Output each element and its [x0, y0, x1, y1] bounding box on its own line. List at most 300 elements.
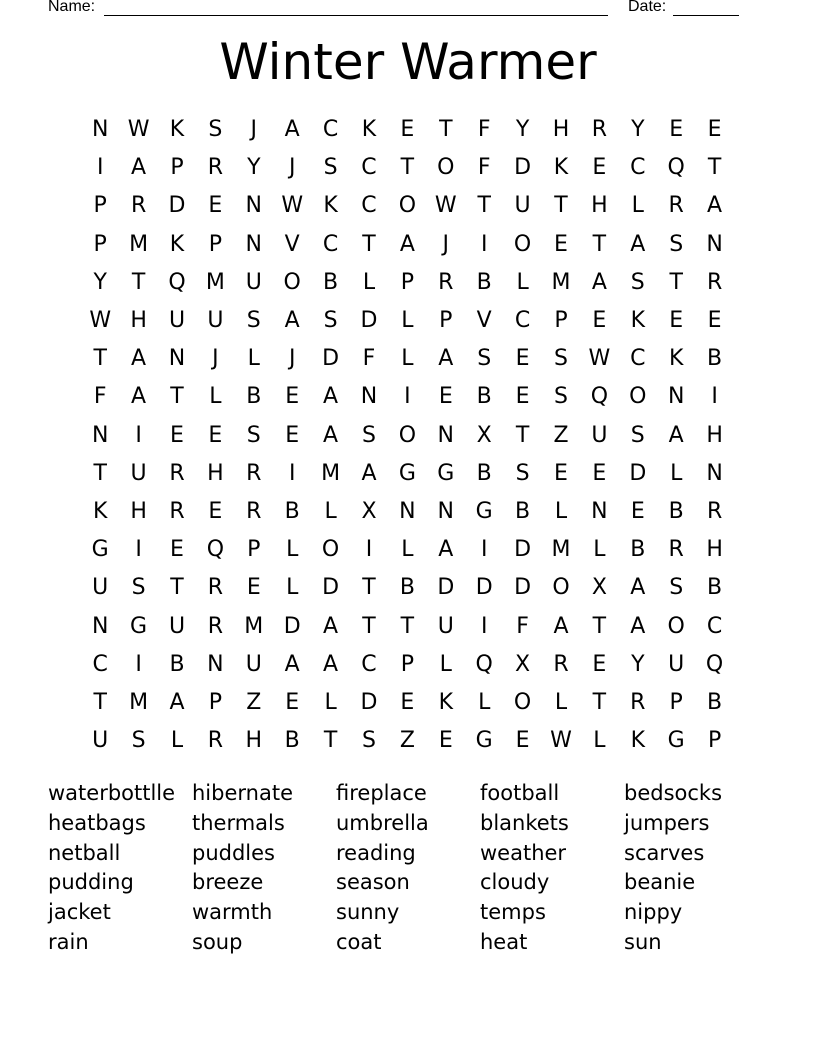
grid-letter: O: [513, 231, 532, 257]
grid-letter: N: [245, 231, 263, 257]
word-list-item: jacket: [48, 900, 111, 925]
grid-letter: M: [129, 231, 149, 257]
grid-letter: K: [630, 308, 645, 333]
grid-letter: I: [135, 537, 142, 563]
grid-letter: E: [554, 231, 568, 257]
grid-letter: T: [592, 690, 607, 715]
grid-letter: I: [96, 155, 104, 181]
grid-letter: O: [513, 690, 532, 715]
grid-letter: L: [401, 537, 414, 563]
grid-letter: U: [130, 460, 147, 486]
grid-letter: Y: [631, 117, 645, 142]
date-label: Date:: [628, 0, 667, 15]
grid-letter: L: [593, 537, 606, 563]
grid-letter: N: [168, 346, 186, 372]
name-label: Name:: [48, 0, 96, 15]
grid-letter: L: [209, 384, 222, 410]
grid-letter: E: [400, 117, 415, 142]
grid-letter: K: [169, 117, 185, 142]
grid-letter: Q: [590, 384, 609, 410]
grid-letter: I: [480, 613, 488, 639]
grid-letter: E: [669, 117, 684, 142]
grid-letter: F: [477, 155, 491, 181]
word-list-item: temps: [480, 900, 546, 925]
grid-letter: T: [93, 690, 107, 715]
grid-letter: I: [135, 422, 142, 448]
grid-letter: Z: [553, 422, 569, 448]
grid-letter: T: [362, 231, 376, 257]
grid-letter: A: [438, 346, 454, 372]
grid-letter: P: [707, 728, 722, 754]
grid-letter: M: [205, 269, 225, 295]
word-list-item: puddles: [192, 840, 275, 865]
word-list-item: thermals: [192, 810, 285, 835]
grid-letter: E: [669, 308, 684, 333]
grid-letter: A: [284, 117, 300, 142]
grid-letter: N: [706, 231, 723, 257]
grid-letter: P: [400, 269, 415, 295]
grid-letter: D: [437, 575, 455, 601]
grid-letter: R: [553, 651, 569, 677]
grid-letter: E: [554, 460, 568, 486]
grid-letter: N: [245, 193, 263, 219]
grid-letter: P: [554, 308, 568, 333]
grid-letter: S: [477, 346, 492, 372]
grid-letter: B: [707, 690, 723, 715]
grid-letter: Y: [93, 269, 107, 295]
grid-letter: B: [630, 537, 646, 563]
grid-letter: A: [630, 613, 646, 639]
grid-letter: O: [398, 193, 417, 219]
grid-letter: N: [207, 651, 224, 677]
word-list-item: bedsocks: [624, 781, 723, 805]
grid-letter: L: [631, 193, 644, 219]
grid-letter: B: [284, 499, 300, 524]
grid-letter: C: [361, 193, 377, 219]
grid-letter: G: [667, 728, 685, 754]
grid-letter: R: [630, 690, 646, 715]
grid-letter: C: [322, 231, 339, 257]
grid-letter: E: [400, 690, 415, 715]
grid-letter: N: [706, 460, 723, 486]
grid-letter: I: [288, 460, 296, 486]
grid-letter: L: [439, 651, 452, 677]
grid-letter: G: [398, 460, 416, 486]
grid-letter: E: [592, 651, 607, 677]
grid-letter: T: [362, 575, 376, 601]
grid-letter: E: [592, 308, 607, 333]
grid-letter: M: [321, 460, 341, 486]
grid-letter: K: [630, 728, 645, 754]
grid-letter: A: [591, 269, 607, 295]
grid-letter: T: [362, 613, 376, 639]
grid-letter: X: [476, 422, 492, 448]
grid-letter: D: [514, 155, 532, 181]
grid-letter: B: [476, 269, 492, 295]
grid-letter: L: [401, 308, 414, 333]
grid-letter: U: [591, 422, 608, 448]
grid-letter: P: [93, 231, 107, 257]
grid-letter: E: [438, 384, 453, 410]
grid-letter: X: [515, 651, 531, 677]
grid-letter: T: [707, 155, 722, 181]
grid-letter: H: [706, 422, 723, 448]
grid-letter: U: [668, 651, 685, 677]
grid-letter: O: [283, 269, 301, 295]
grid-letter: P: [247, 537, 261, 563]
grid-letter: P: [208, 231, 223, 257]
grid-letter: E: [246, 575, 261, 601]
word-list-item: umbrella: [336, 810, 429, 835]
grid-letter: R: [207, 728, 224, 754]
grid-letter: G: [91, 537, 109, 563]
grid-letter: S: [669, 231, 684, 257]
grid-letter: R: [668, 537, 684, 563]
grid-letter: K: [361, 117, 377, 142]
grid-letter: O: [667, 613, 685, 639]
grid-letter: H: [245, 728, 263, 754]
grid-letter: D: [514, 575, 532, 601]
word-list-item: reading: [336, 840, 416, 865]
grid-letter: S: [362, 728, 376, 754]
grid-letter: E: [592, 460, 607, 486]
word-list-item: heat: [480, 930, 528, 954]
grid-letter: A: [438, 537, 454, 563]
grid-letter: L: [286, 575, 299, 601]
grid-letter: P: [400, 651, 415, 677]
grid-letter: E: [630, 499, 645, 524]
grid-letter: W: [89, 308, 112, 333]
word-list-item: fireplace: [336, 781, 427, 805]
grid-letter: D: [283, 613, 301, 639]
grid-letter: M: [551, 537, 571, 563]
grid-letter: Q: [475, 651, 493, 677]
grid-letter: B: [515, 499, 531, 524]
grid-letter: A: [668, 422, 684, 448]
word-list-item: football: [480, 781, 560, 805]
grid-letter: Z: [246, 690, 262, 715]
grid-letter: A: [284, 651, 300, 677]
grid-letter: S: [630, 269, 645, 295]
word-list-item: sunny: [336, 900, 400, 925]
grid-letter: T: [439, 117, 453, 142]
grid-letter: F: [516, 613, 529, 639]
grid-letter: L: [170, 728, 184, 754]
grid-letter: E: [208, 499, 223, 524]
grid-letter: H: [207, 460, 224, 486]
grid-letter: L: [478, 690, 491, 715]
date-blank-line: [673, 15, 739, 16]
word-list-item: nippy: [624, 900, 683, 925]
grid-letter: T: [93, 346, 107, 372]
grid-letter: U: [245, 651, 262, 677]
name-blank-line: [104, 15, 608, 16]
grid-letter: E: [285, 384, 300, 410]
grid-letter: U: [514, 193, 531, 219]
grid-letter: R: [706, 269, 723, 295]
grid-letter: R: [246, 460, 262, 486]
grid-letter: O: [437, 155, 455, 181]
word-list-item: sun: [624, 930, 662, 954]
grid-letter: L: [554, 499, 568, 524]
grid-letter: S: [669, 575, 684, 601]
grid-letter: T: [170, 384, 184, 410]
grid-letter: H: [706, 537, 723, 563]
grid-letter: I: [711, 384, 718, 410]
grid-letter: W: [281, 193, 304, 219]
grid-letter: L: [362, 269, 376, 295]
word-list-item: breeze: [192, 870, 264, 895]
grid-letter: A: [361, 460, 377, 486]
grid-letter: N: [91, 613, 109, 639]
grid-letter: N: [437, 499, 455, 524]
grid-letter: I: [480, 231, 488, 257]
grid-letter: A: [630, 575, 646, 601]
grid-letter: E: [515, 728, 530, 754]
grid-letter: N: [437, 422, 455, 448]
grid-letter: Q: [168, 269, 186, 295]
word-list-item: netball: [48, 840, 121, 865]
word-list-item: weather: [480, 840, 567, 865]
grid-letter: E: [170, 537, 184, 563]
grid-letter: J: [442, 231, 450, 257]
grid-letter: A: [131, 346, 147, 372]
grid-letter: R: [246, 499, 262, 524]
grid-letter: C: [630, 346, 646, 372]
grid-letter: B: [476, 384, 492, 410]
grid-letter: N: [91, 422, 109, 448]
grid-letter: L: [554, 690, 568, 715]
grid-letter: C: [361, 651, 377, 677]
grid-letter: I: [404, 384, 411, 410]
grid-letter: Y: [631, 651, 645, 677]
grid-letter: R: [169, 499, 185, 524]
grid-letter: P: [439, 308, 453, 333]
grid-letter: F: [477, 117, 491, 142]
grid-letter: O: [629, 384, 647, 410]
grid-letter: A: [323, 651, 339, 677]
grid-letter: N: [360, 384, 378, 410]
grid-letter: L: [516, 269, 529, 295]
grid-letter: Q: [705, 651, 724, 677]
grid-letter: Y: [515, 117, 530, 142]
grid-letter: L: [247, 346, 260, 372]
grid-letter: A: [131, 384, 147, 410]
grid-letter: E: [515, 346, 530, 372]
grid-letter: W: [588, 346, 611, 372]
grid-letter: O: [552, 575, 570, 601]
grid-letter: E: [592, 155, 607, 181]
grid-letter: T: [477, 193, 491, 219]
grid-letter: B: [668, 499, 684, 524]
grid-letter: H: [552, 117, 570, 142]
grid-letter: A: [169, 690, 185, 715]
grid-letter: B: [323, 269, 339, 295]
grid-letter: R: [706, 499, 723, 524]
grid-letter: B: [169, 651, 185, 677]
grid-letter: A: [399, 231, 415, 257]
grid-letter: B: [707, 346, 723, 372]
grid-letter: P: [208, 690, 223, 715]
grid-letter: K: [92, 499, 108, 524]
grid-letter: T: [669, 269, 683, 295]
word-list-item: beanie: [624, 870, 696, 895]
grid-letter: I: [480, 537, 488, 563]
grid-letter: Z: [399, 728, 415, 754]
grid-letter: S: [515, 460, 530, 486]
grid-letter: T: [592, 231, 607, 257]
puzzle-title: Winter Warmer: [219, 33, 597, 91]
grid-letter: E: [285, 690, 300, 715]
word-list-item: heatbags: [48, 810, 146, 835]
word-list-item: rain: [48, 930, 89, 954]
grid-letter: H: [130, 308, 147, 333]
grid-letter: S: [131, 575, 146, 601]
grid-letter: T: [323, 728, 338, 754]
grid-letter: H: [591, 193, 608, 219]
grid-letter: F: [93, 384, 107, 410]
word-list-item: blankets: [480, 810, 569, 835]
grid-letter: C: [630, 155, 646, 181]
grid-letter: S: [246, 422, 261, 448]
grid-letter: P: [93, 193, 107, 219]
grid-letter: G: [475, 728, 493, 754]
grid-letter: L: [670, 460, 683, 486]
grid-letter: N: [591, 499, 608, 524]
grid-letter: S: [630, 422, 645, 448]
grid-letter: A: [323, 613, 339, 639]
grid-letter: C: [514, 308, 531, 333]
grid-letter: A: [553, 613, 569, 639]
grid-letter: J: [212, 346, 219, 372]
grid-letter: B: [284, 728, 300, 754]
grid-letter: I: [135, 651, 142, 677]
grid-letter: T: [400, 155, 415, 181]
grid-letter: Q: [206, 537, 225, 563]
grid-letter: J: [250, 117, 258, 142]
grid-letter: E: [170, 422, 184, 448]
grid-letter: T: [592, 613, 607, 639]
grid-letter: U: [92, 728, 109, 754]
word-list-item: soup: [192, 930, 243, 954]
grid-letter: R: [591, 117, 608, 142]
grid-letter: D: [322, 346, 340, 372]
grid-letter: A: [284, 308, 300, 333]
grid-letter: R: [207, 155, 224, 181]
grid-letter: R: [169, 460, 185, 486]
grid-letter: B: [476, 460, 492, 486]
grid-letter: G: [437, 460, 455, 486]
grid-letter: E: [285, 422, 300, 448]
grid-letter: S: [323, 308, 338, 333]
grid-letter: K: [169, 231, 185, 257]
grid-letter: Q: [667, 155, 685, 181]
grid-letter: O: [321, 537, 340, 563]
grid-letter: D: [168, 193, 186, 219]
grid-letter: F: [362, 346, 376, 372]
grid-letter: N: [399, 499, 416, 524]
grid-letter: D: [322, 575, 340, 601]
grid-letter: B: [399, 575, 415, 601]
grid-letter: K: [438, 690, 453, 715]
grid-letter: D: [475, 575, 493, 601]
grid-letter: N: [91, 117, 109, 142]
grid-letter: L: [286, 537, 299, 563]
grid-letter: T: [554, 193, 568, 219]
grid-letter: C: [706, 613, 723, 639]
grid-letter: G: [130, 613, 148, 639]
grid-letter: A: [630, 231, 646, 257]
letter-grid: [81, 111, 734, 761]
grid-letter: K: [323, 193, 338, 219]
grid-letter: P: [669, 690, 683, 715]
grid-letter: M: [551, 269, 571, 295]
grid-letter: R: [130, 193, 147, 219]
word-list-item: hibernate: [192, 781, 293, 805]
grid-letter: S: [208, 117, 223, 142]
header-fields: [48, 0, 748, 20]
grid-letter: A: [323, 384, 339, 410]
grid-letter: S: [554, 346, 568, 372]
grid-letter: C: [361, 155, 377, 181]
grid-letter: J: [288, 155, 296, 181]
grid-letter: U: [168, 308, 186, 333]
word-list-item: cloudy: [480, 870, 550, 895]
grid-letter: V: [476, 308, 492, 333]
grid-letter: W: [127, 117, 150, 142]
grid-letter: D: [629, 460, 647, 486]
grid-letter: L: [324, 499, 337, 524]
grid-letter: U: [207, 308, 224, 333]
grid-letter: T: [93, 460, 107, 486]
grid-letter: V: [284, 231, 300, 257]
grid-letter: X: [361, 499, 377, 524]
grid-letter: L: [593, 728, 606, 754]
grid-letter: D: [514, 537, 532, 563]
grid-letter: L: [324, 690, 337, 715]
word-list-item: scarves: [624, 840, 705, 865]
grid-letter: E: [208, 193, 223, 219]
grid-letter: U: [92, 575, 109, 601]
word-list-item: coat: [336, 930, 382, 954]
grid-letter: W: [434, 193, 457, 219]
grid-letter: N: [667, 384, 685, 410]
grid-letter: B: [246, 384, 262, 410]
word-list-item: season: [336, 870, 410, 895]
grid-letter: Y: [247, 155, 261, 181]
grid-letter: R: [207, 575, 224, 601]
grid-letter: E: [707, 308, 722, 333]
grid-letter: K: [668, 346, 684, 372]
grid-letter: I: [365, 537, 373, 563]
grid-letter: R: [438, 269, 454, 295]
grid-letter: D: [360, 308, 378, 333]
grid-letter: M: [244, 613, 264, 639]
grid-letter: P: [170, 155, 184, 181]
grid-letter: L: [401, 346, 414, 372]
word-list-item: jumpers: [624, 810, 710, 835]
grid-letter: K: [553, 155, 569, 181]
grid-letter: J: [288, 346, 296, 372]
grid-letter: A: [323, 422, 339, 448]
grid-letter: H: [130, 499, 147, 524]
grid-letter: E: [438, 728, 453, 754]
grid-letter: T: [170, 575, 184, 601]
grid-letter: S: [131, 728, 146, 754]
grid-letter: C: [322, 117, 339, 142]
grid-letter: T: [515, 422, 530, 448]
grid-letter: E: [707, 117, 722, 142]
